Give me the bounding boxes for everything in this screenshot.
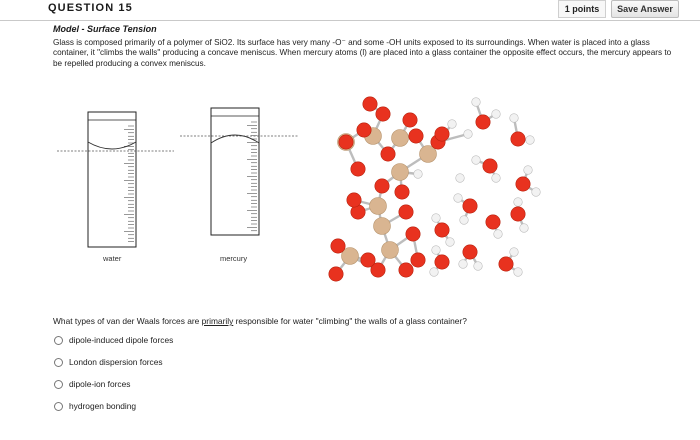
oxygen-atom [483, 159, 497, 173]
water-cylinder [88, 112, 136, 247]
hydrogen-atom [456, 174, 465, 183]
hydrogen-atom [526, 136, 535, 145]
oxygen-atom [375, 179, 389, 193]
oxygen-atom [363, 97, 377, 111]
oxygen-atom [435, 223, 449, 237]
water-meniscus [88, 142, 136, 149]
option-label: London dispersion forces [69, 357, 163, 367]
oxygen-atom [351, 162, 365, 176]
hydrogen-atom [448, 120, 457, 129]
oxygen-atom [411, 253, 425, 267]
hydrogen-atom [459, 260, 468, 269]
hydrogen-atom [460, 216, 469, 225]
hydrogen-atom [472, 156, 481, 165]
hydrogen-atom [446, 238, 455, 247]
hydrogen-atom [432, 246, 441, 255]
oxygen-atom [361, 253, 375, 267]
question-emphasis: primarily [201, 316, 234, 326]
hydrogen-atom [532, 188, 541, 197]
oxygen-atom [399, 205, 413, 219]
cylinder-body [88, 112, 136, 247]
silicon-atom [382, 242, 399, 259]
oxygen-atom [399, 263, 413, 277]
mercury-meniscus [211, 135, 259, 143]
hydrogen-atom [520, 224, 529, 233]
silicon-atom [370, 198, 387, 215]
save-answer-button[interactable]: Save Answer [611, 0, 679, 18]
oxygen-atom [499, 257, 513, 271]
oxygen-atom [516, 177, 530, 191]
silicon-atom [392, 130, 409, 147]
option-dipole-induced-dipole[interactable] [54, 334, 173, 346]
hydrogen-atom [514, 268, 523, 277]
mercury-label: mercury [220, 254, 248, 263]
hydrogen-atom [492, 110, 501, 119]
question-text-after: responsible for water "climbing" the walls of a glass container? [233, 316, 467, 326]
question-number: QUESTION 15 [48, 2, 133, 14]
oxygen-atom [435, 127, 449, 141]
option-london-dispersion[interactable] [54, 356, 163, 368]
oxygen-atom [403, 113, 417, 127]
question-text [53, 316, 467, 326]
molecule-atoms [329, 97, 541, 281]
oxygen-atom [511, 132, 525, 146]
hydrogen-atom [430, 268, 439, 277]
mercury-cylinder [211, 108, 259, 235]
oxygen-atom [486, 215, 500, 229]
option-label: dipole-ion forces [69, 379, 131, 389]
oxygen-atom [329, 267, 343, 281]
oxygen-atom [476, 115, 490, 129]
radio-button[interactable] [54, 380, 63, 389]
hydrogen-atom [492, 174, 501, 183]
cylinder-body [211, 108, 259, 235]
oxygen-atom [339, 135, 353, 149]
hydrogen-atom [432, 214, 441, 223]
radio-button[interactable] [54, 358, 63, 367]
water-label: water [103, 254, 122, 263]
option-label: dipole-induced dipole forces [69, 335, 174, 345]
hydrogen-atom [494, 230, 503, 239]
oxygen-atom [511, 207, 525, 221]
hydrogen-atom [510, 114, 519, 123]
hydrogen-atom [464, 130, 473, 139]
oxygen-atom [376, 107, 390, 121]
points-badge: 1 points [558, 0, 606, 18]
hydrogen-atom [474, 262, 483, 271]
oxygen-atom [381, 147, 395, 161]
question-text-before: What types of van der Waals forces are [53, 316, 202, 326]
oxygen-atom [406, 227, 420, 241]
oxygen-atom [435, 255, 449, 269]
radio-button[interactable] [54, 336, 63, 345]
molecule-model [318, 74, 558, 294]
hydrogen-atom [472, 98, 481, 107]
oxygen-atom [463, 199, 477, 213]
option-dipole-ion[interactable] [54, 378, 130, 390]
model-title: Model - Surface Tension [53, 24, 157, 34]
silicon-atom [374, 218, 391, 235]
hydrogen-atom [514, 198, 523, 207]
question-header [0, 0, 700, 21]
oxygen-atom [357, 123, 371, 137]
option-hydrogen-bonding[interactable] [54, 400, 136, 412]
oxygen-atom [331, 239, 345, 253]
model-description: Glass is composed primarily of a polymer of SiO2. Its surface has very many -O⁻ and some -OH units exposed to its surroundings. When water is placed into a glass container, it "climbs the walls" producing a concave meniscus. When mercury atoms (l) are placed into a glass container the opposite effect occurs, the mercury appears to be repelled producing a convex meniscus. [53, 38, 672, 68]
oxygen-atom [395, 185, 409, 199]
hydrogen-atom [510, 248, 519, 257]
option-label: hydrogen bonding [69, 401, 137, 411]
hydrogen-atom [524, 166, 533, 175]
silicon-atom [392, 164, 409, 181]
hydrogen-atom [454, 194, 463, 203]
oxygen-atom [409, 129, 423, 143]
oxygen-atom [463, 245, 477, 259]
hydrogen-atom [414, 170, 423, 179]
oxygen-atom [347, 193, 361, 207]
radio-button[interactable] [54, 402, 63, 411]
